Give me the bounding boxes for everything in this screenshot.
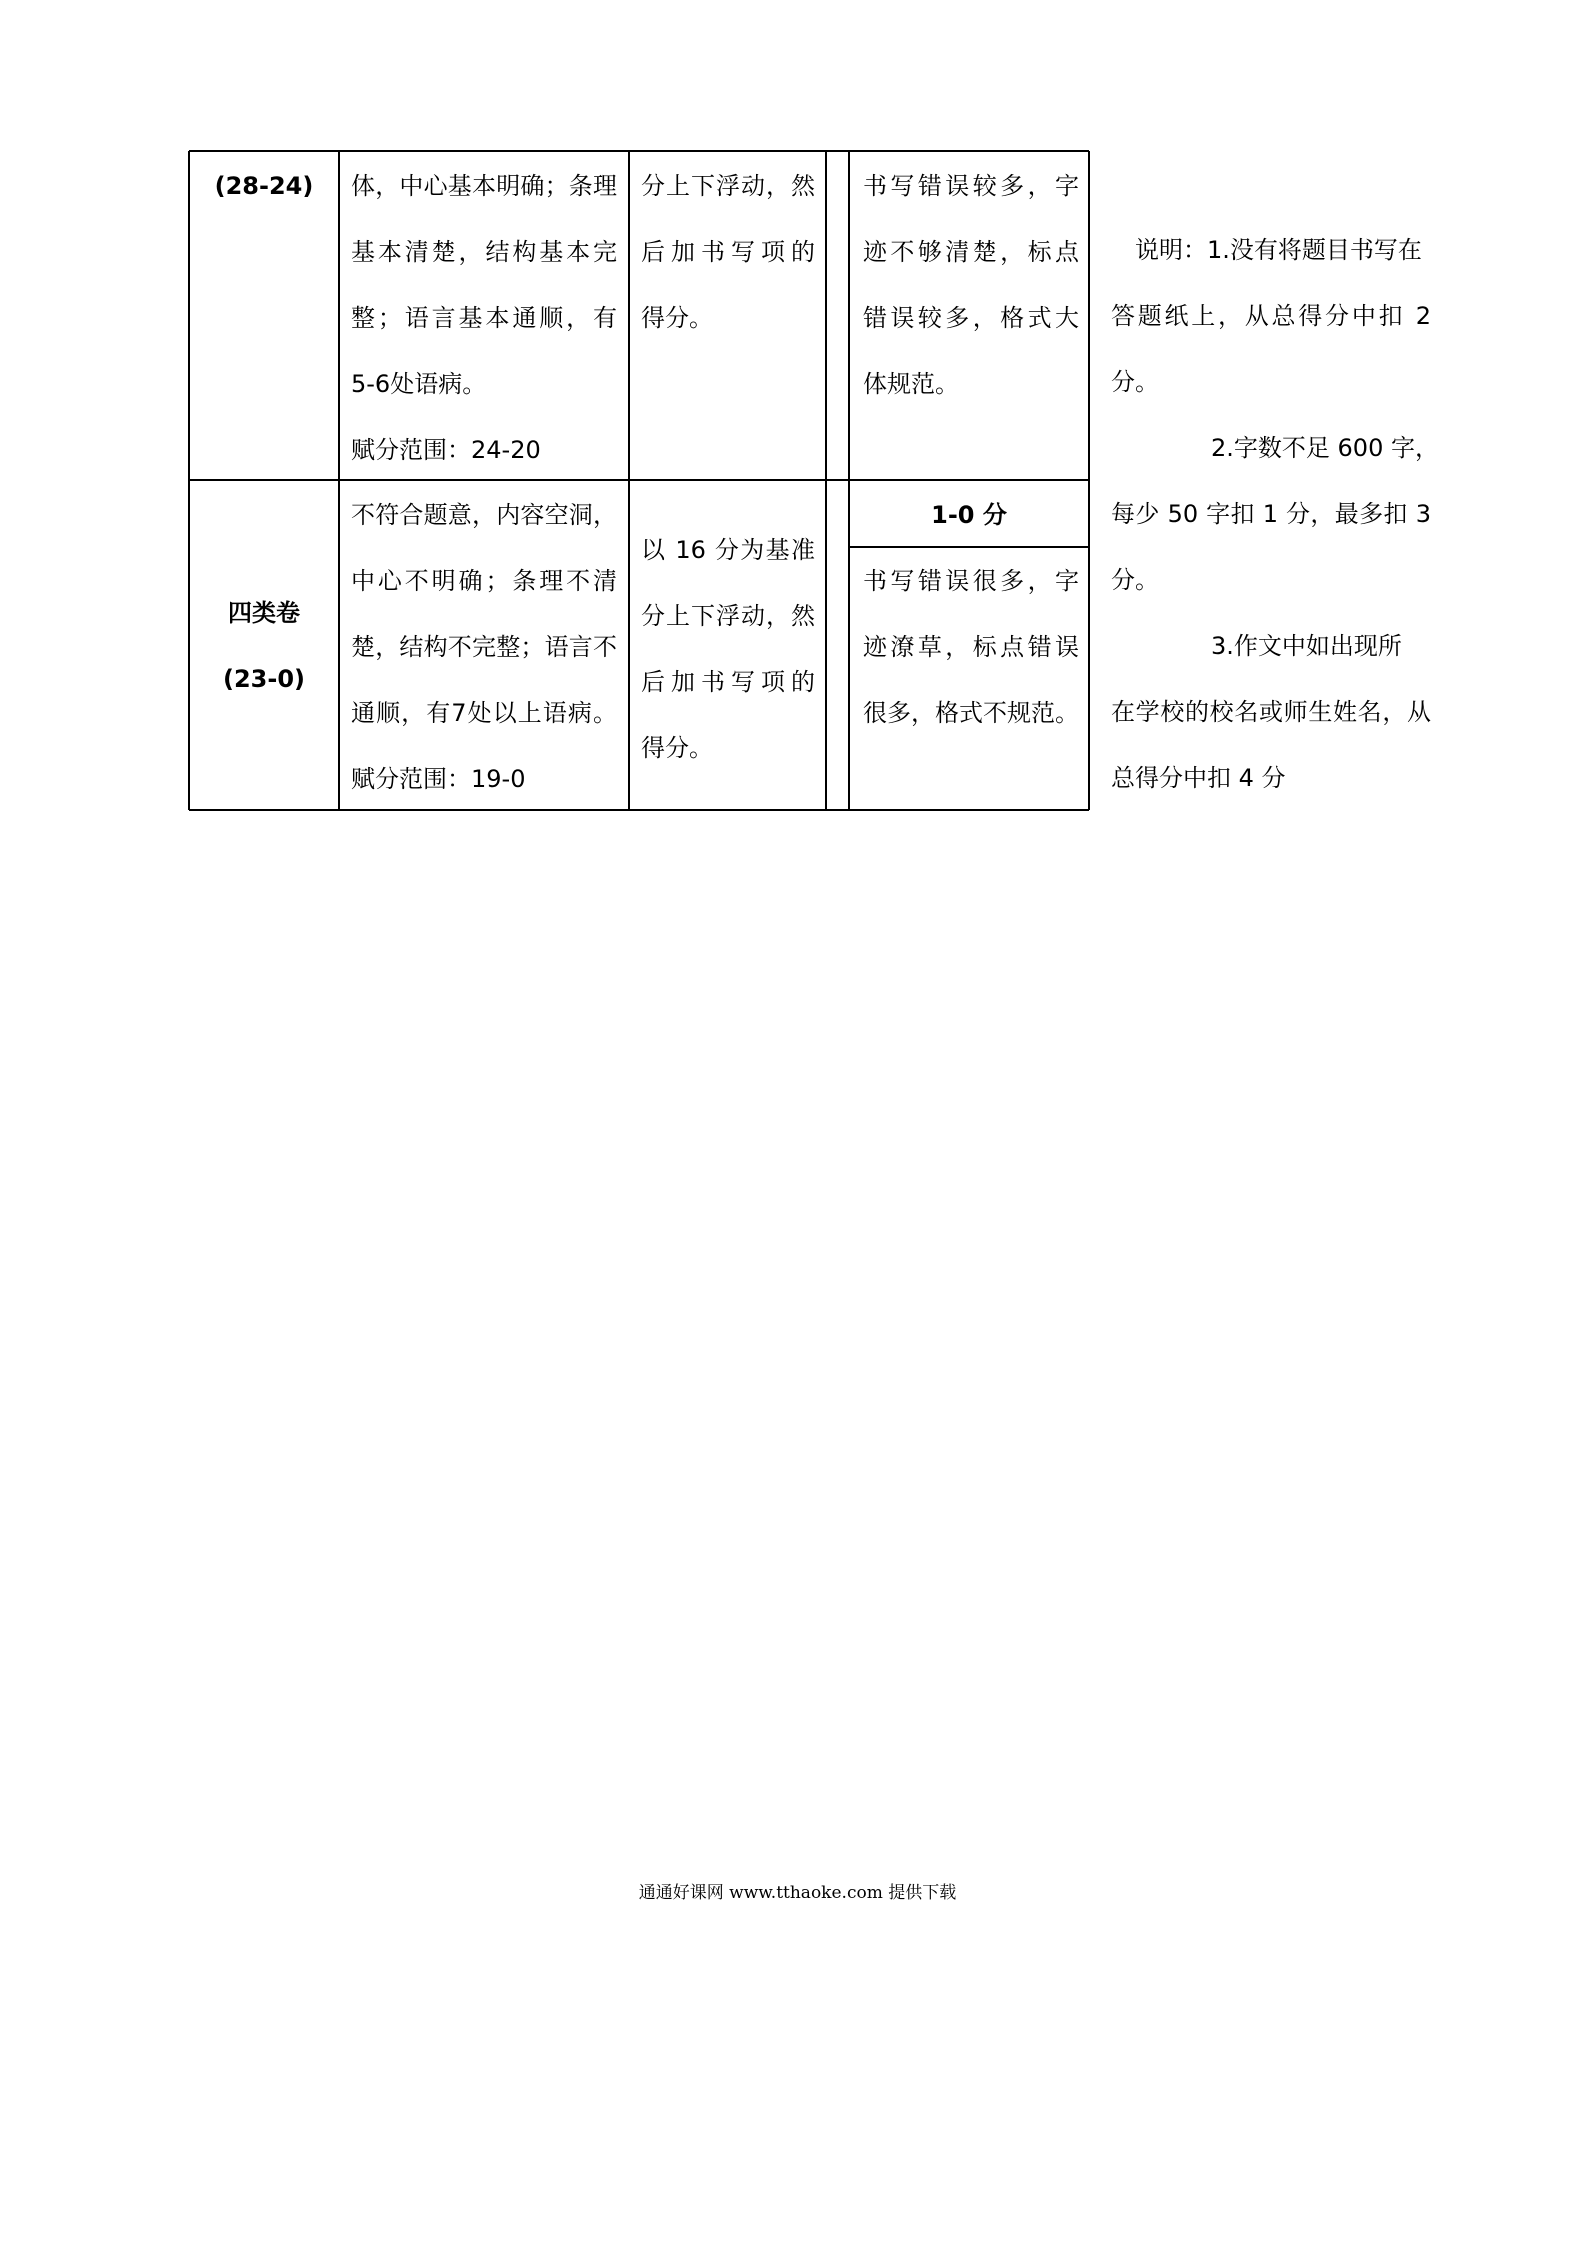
- writing-line: 迹潦草，标点错误: [863, 633, 1079, 661]
- note-line: 答题纸上，从总得分中扣 2: [1111, 302, 1431, 330]
- score-range-row4: 赋分范围：19-0: [351, 765, 526, 793]
- content-line: 通顺，有7处以上语病。: [351, 699, 617, 727]
- content-line: 整；语言基本通顺，有: [351, 304, 617, 332]
- score-range-row3: 赋分范围：24-20: [351, 436, 541, 464]
- float-line: 后加书写项的: [641, 668, 815, 696]
- note-line: 分。: [1111, 566, 1159, 594]
- writing-line: 迹不够清楚，标点: [863, 238, 1079, 266]
- note-line: 2.字数不足 600 字，: [1211, 434, 1439, 462]
- grade-range-row4: (23-0): [223, 665, 305, 693]
- note-line: 在学校的校名或师生姓名，从: [1111, 698, 1431, 726]
- writing-line: 书写错误较多，字: [863, 172, 1079, 200]
- content-line: 基本清楚，结构基本完: [351, 238, 617, 266]
- float-line: 得分。: [641, 304, 713, 332]
- note-line: 每少 50 字扣 1 分，最多扣 3: [1111, 500, 1431, 528]
- content-line: 中心不明确；条理不清: [351, 567, 617, 595]
- note-line: 说明：1.没有将题目书写在: [1135, 236, 1422, 264]
- content-line: 楚，结构不完整；语言不: [351, 633, 617, 661]
- grade-name-row4: 四类卷: [228, 599, 300, 627]
- content-line: 5-6处语病。: [351, 370, 487, 398]
- writing-line: 书写错误很多，字: [863, 567, 1079, 595]
- content-line: 不符合题意，内容空洞，: [351, 501, 617, 529]
- writing-line: 错误较多，格式大: [863, 304, 1079, 332]
- writing-line: 很多，格式不规范。: [863, 699, 1079, 727]
- float-line: 分上下浮动，然: [641, 172, 815, 200]
- footer-text: 通通好课网 www.tthaoke.com 提供下载: [638, 1883, 957, 1903]
- writing-score-header: 1-0 分: [931, 501, 1007, 529]
- content-line: 体，中心基本明确；条理: [351, 172, 617, 200]
- float-line: 得分。: [641, 734, 713, 762]
- grade-range-row3: (28-24): [214, 172, 314, 200]
- note-line: 总得分中扣 4 分: [1111, 764, 1286, 792]
- writing-line: 体规范。: [863, 370, 959, 398]
- float-line: 分上下浮动，然: [641, 602, 815, 630]
- note-line: 3.作文中如出现所: [1211, 632, 1402, 660]
- float-line: 后加书写项的: [641, 238, 815, 266]
- float-line: 以 16 分为基准: [641, 536, 815, 564]
- note-line: 分。: [1111, 368, 1159, 396]
